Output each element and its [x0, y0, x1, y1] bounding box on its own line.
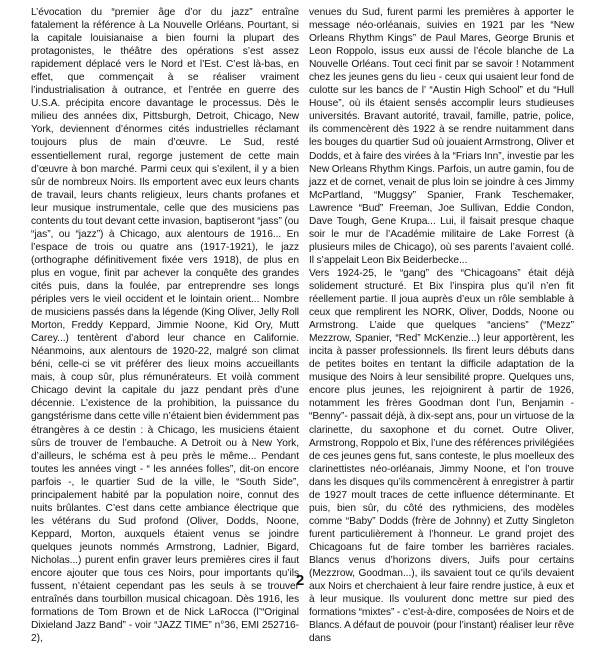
- page-number: 2: [295, 572, 305, 589]
- paragraph: L’évocation du “premier âge d’or du jazz” entraîne fatalement la référence à La Nouvelle Orléans. Pourtant, si la capitale louisianaise a bien fourni la plupart des protagonistes, le théâtre des opérations s’est assez rapidement déplacé vers le Nord et l’Est. C’est là-bas, en effet, que commençait à se réaliser vraiment l’industrialisation à outrance, et l’entrée en guerre des U.S.A. précipita encore davantage le processus. Dès le milieu des années dix, Pittsburgh, Detroit, Chicago, New York, deviennent d’énormes cités industrielles réclamant toujours plus de main d’œuvre. Le Sud, resté essentiellement rural, regorge justement de cette main d’œuvre à bon marché. Parmi ceux qui s’exilent, il y a bien sûr de nombreux Noirs. Ils emportent avec eux leurs chants de travail, leurs chants religieux, leurs chants profanes et leur musique instrumentale, celle que des musiciens pas contents du tout devant cette invasion, baptiseront “jass” (ou “jas”, ou “jazz”) à Chicago, aux alentours de 1916... En l’espace de trois ou quatre ans (1917-1921), le jazz (orthographe définitivement fixée vers 1918), de plus en plus en vogue, finit par achever la conquête des grandes cités puis, dans la foulée, par entreprendre ses longs périples vers le vieil occident et le lointain orient... Nombre de musiciens passés dans la légende (King Oliver, Jelly Roll Morton, Freddy Keppard, Jimmie Noone, Kid Ory, Mutt Carey...) tentèrent d’abord leur chance en Californie. Néanmoins, aux alentours de 1920-22, malgré son climat béni, celle-ci se vit préférer des lieux moins accueillants mais, à coup sûr, plus rémunérateurs. Et voilà comment Chicago devint la capitale du jazz pendant près d’une décennie. L’existence de la prohibition, la puissance du gangstérisme dans cette ville n’étaient bien évidemment pas étrangères à ce destin : à Chicago, les musiciens étaient sûrs de trouver de l’embauche. A Detroit ou à New York, d’ailleurs, le schéma est à peu près le même... Pendant toutes les années vingt - “ les années folles”, dit-on encore parfois -, le quartier Sud de la ville, le “South Side”, principalement habité par la population noire, connut des nuits brûlantes. C’est dans cette ambiance électrique que les vétérans du Sud profond (Oliver, Dodds, Noone, Keppard, Morton, auxquels étaient venus se joindre quelques jeunots nommés Armstrong, Ladnier, Bigard, Nicholas...) purent enfin graver leurs premières cires il faut encore ajouter que tous ces Noirs, pour importants qu’ils fussent, n’étaient cependant pas les seuls à se trouver entraînés dans tourbillon musical chicagoan. Dès 1916, les formations de Tom Brown et de Nick LaRocca (l’“Original Dixieland Jazz Band” - voir “JAZZ TIME” n°36, EMI 252716-2),: [31, 7, 299, 645]
- right-text-column: [309, 6, 575, 645]
- paragraph: venues du Sud, furent parmi les premières à apporter le message néo-orléanais, suivies en 1921 par les “New Orleans Rhythm Kings” de Paul Mares, George Brunis et Leon Roppolo, issus eux aussi de l’école blanche de La Nouvelle Orléans. Tout ceci finit par se savoir ! Notamment chez les jeunes gens du lieu - ceux qui usaient leur fond de culotte sur les bancs de l’ “Austin High School” et du “Hull House”, où ils étaient sensés accomplir leurs studieuses universités. Bravant autorité, travail, famille, patrie, police, ils commencèrent dès 1922 à se rendre nuitamment dans les bouges du quartier Sud où jouaient Armstrong, Oliver et Dodds, et à faire des virées à la “Friars Inn”, investie par les New Orleans Rhythm Kings. Parfois, un autre gamin, fou de jazz et de cornet, venait de plus loin se joindre à ces Jimmy McPartland, “Muggsy” Spanier, Frank Teschemaker, Lawrence “Bud” Freeman, Joe Sullivan, Eddie Condon, Dave Tough, Gene Krupa... Lui, il faisait presque chaque soir le mur de l’Académie militaire de Lake Forrest (à plusieurs miles de Chicago), où ses parents l’avaient collé. Il s’appelait Leon Bix Beiderbecke...: [309, 7, 574, 266]
- paragraph: Vers 1924-25, le “gang” des “Chicagoans” était déjà solidement structuré. Et Bix l’inspira plus qu’il n’en fit réellement partie. Il joua auprès d’eux un rôle semblable à ceux que remplirent les NORK, Oliver, Dodds, Noone ou Armstrong. L’aide que quelques “anciens” (“Mezz” Mezzrow, Spanier, “Red” McKenzie...) leur apportèrent, les incita à passer professionnels. Ils firent leurs débuts dans de petites boites en tentant la difficile adaptation de la musique des Noirs à leur sensibilité propre. Quelques uns, encore plus jeunes, les rejoignirent à partir de 1926, notamment les frères Goodman dont l’un, Benjamin - “Benny”- passait déjà, à dix-sept ans, pour un virtuose de la clarinette, du saxophone et du cornet. Outre Oliver, Armstrong, Roppolo et Bix, l’une des références privilégiées de ces jeunes gens fut, sans conteste, le plus moelleux des clarinettistes néo-orléanais, Jimmy Noone, et l’on trouve dans les disques qu’ils commencèrent à enregistrer à partir de 1927 moult traces de cette influence déterminante. Et puis, bien sûr, du côté des rythmiciens, des modèles comme “Baby” Dodds (frère de Johnny) et Zutty Singleton furent particulièrement à l’honneur. Le grand projet des Chicagoans fut de faire tomber les barrières raciales. Blancs venus d’horizons divers, Juifs pour certains (Mezzrow, Goodman...), ils savaient tout ce qu’ils devaient aux Noirs et cherchaient à leur faire rendre justice, à eux et à leur musique. Ils voulurent donc mettre sur pied des formations “mixtes” - c’est-à-dire, composées de Noirs et de Blancs. A défaut de pouvoir (pour l’instant) réaliser leur rêve dans: [309, 267, 575, 645]
- left-text-column: [31, 6, 299, 645]
